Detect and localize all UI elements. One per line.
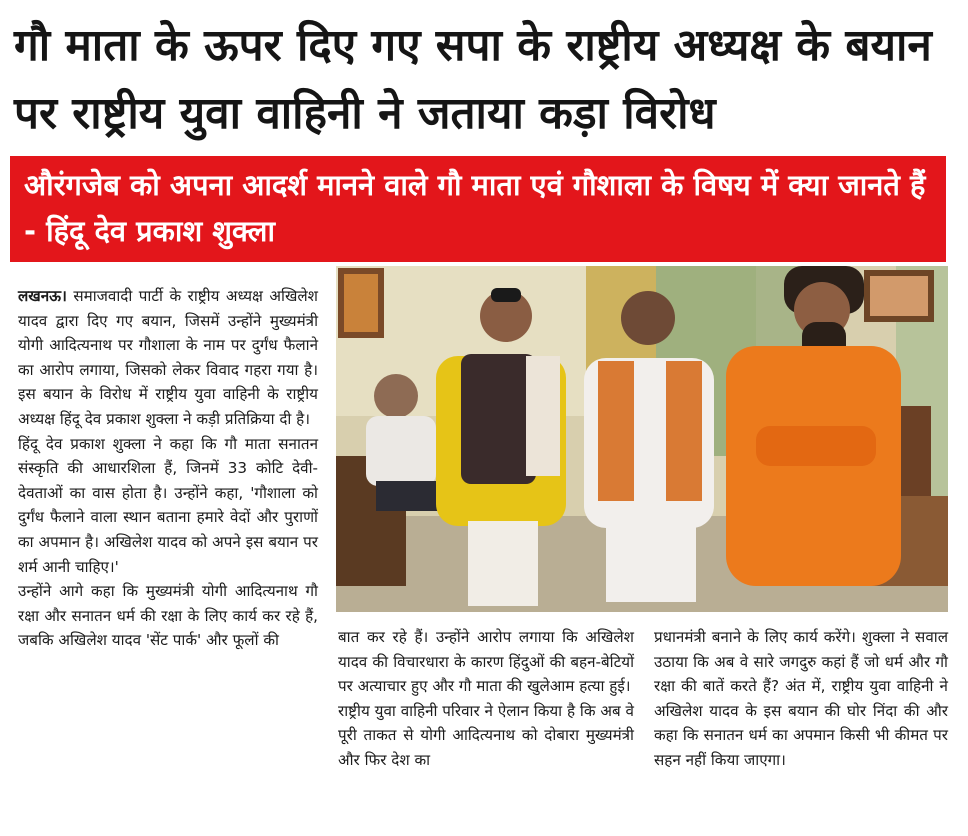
article-column-2 (338, 625, 634, 773)
photo-illustration (336, 266, 948, 612)
headline: गौ माता के ऊपर दिए गए सपा के राष्ट्रीय अध्यक्ष के बयान पर राष्ट्रीय युवा वाहिनी ने जताया कड़ा विरोध (14, 20, 932, 139)
article-column-1 (18, 284, 318, 653)
paragraph-text: समाजवादी पार्टी के राष्ट्रीय अध्यक्ष अखिलेश यादव द्वारा दिए गए बयान, जिसमें उन्होंने मुख्यमंत्री योगी आदित्यनाथ पर गौशाला के नाम पर दुर्गंध फैलाने का आरोप लगाया, जिसको लेकर विवाद गहरा गया है। इस बयान के विरोध में राष्ट्रीय युवा वाहिनी के राष्ट्रीय अध्यक्ष हिंदू देव प्रकाश शुक्ला ने कड़ी प्रतिक्रिया दी है। (18, 287, 318, 428)
article-paragraph: बात कर रहे हैं। उन्होंने आरोप लगाया कि अखिलेश यादव की विचारधारा के कारण हिंदुओं की बहन-बेटियों पर अत्याचार हुए और गौ माता की खुलेआम हत्या हुई। (338, 628, 634, 696)
dateline: लखनऊ। (18, 287, 67, 305)
article-paragraph: हिंदू देव प्रकाश शुक्ला ने कहा कि गौ माता सनातन संस्कृति की आधारशिला हैं, जिनमें 33 कोटि देवी-देवताओं का वास होता है। उन्होंने कहा, 'गौशाला को दुर्गंध फैलाने वाला स्थान बताना हमारे वेदों और पुराणों का अपमान है। अखिलेश यादव को अपने इस बयान पर शर्म आनी चाहिए।' (18, 434, 318, 576)
article-paragraph: राष्ट्रीय युवा वाहिनी परिवार ने ऐलान किया है कि अब वे पूरी ताकत से योगी आदित्यनाथ को दोबारा मुख्यमंत्री और फिर देश का (338, 701, 634, 769)
article-paragraph (18, 284, 318, 432)
news-photo (336, 266, 948, 612)
subheadline-banner: औरंगजेब को अपना आदर्श मानने वाले गौ माता एवं गौशाला के विषय में क्या जानते हैं - हिंदू देव प्रकाश शुक्ला (10, 156, 946, 262)
article-paragraph: उन्होंने आगे कहा कि मुख्यमंत्री योगी आदित्यनाथ गौ रक्षा और सनातन धर्म की रक्षा के लिए कार्य कर रहे हैं, जबकि अखिलेश यादव 'सेंट पार्क' और फूलों की (18, 582, 318, 650)
article-column-3 (654, 625, 948, 773)
article-paragraph: प्रधानमंत्री बनाने के लिए कार्य करेंगे। शुक्ला ने सवाल उठाया कि अब वे सारे जगदुरु कहां हैं जो धर्म और गौ रक्षा की बातें करते हैं? अंत में, राष्ट्रीय युवा वाहिनी ने अखिलेश यादव के इस बयान की घोर निंदा की और कहा कि सनातन धर्म का अपमान किसी भी कीमत पर सहन नहीं किया जाएगा। (654, 628, 948, 769)
